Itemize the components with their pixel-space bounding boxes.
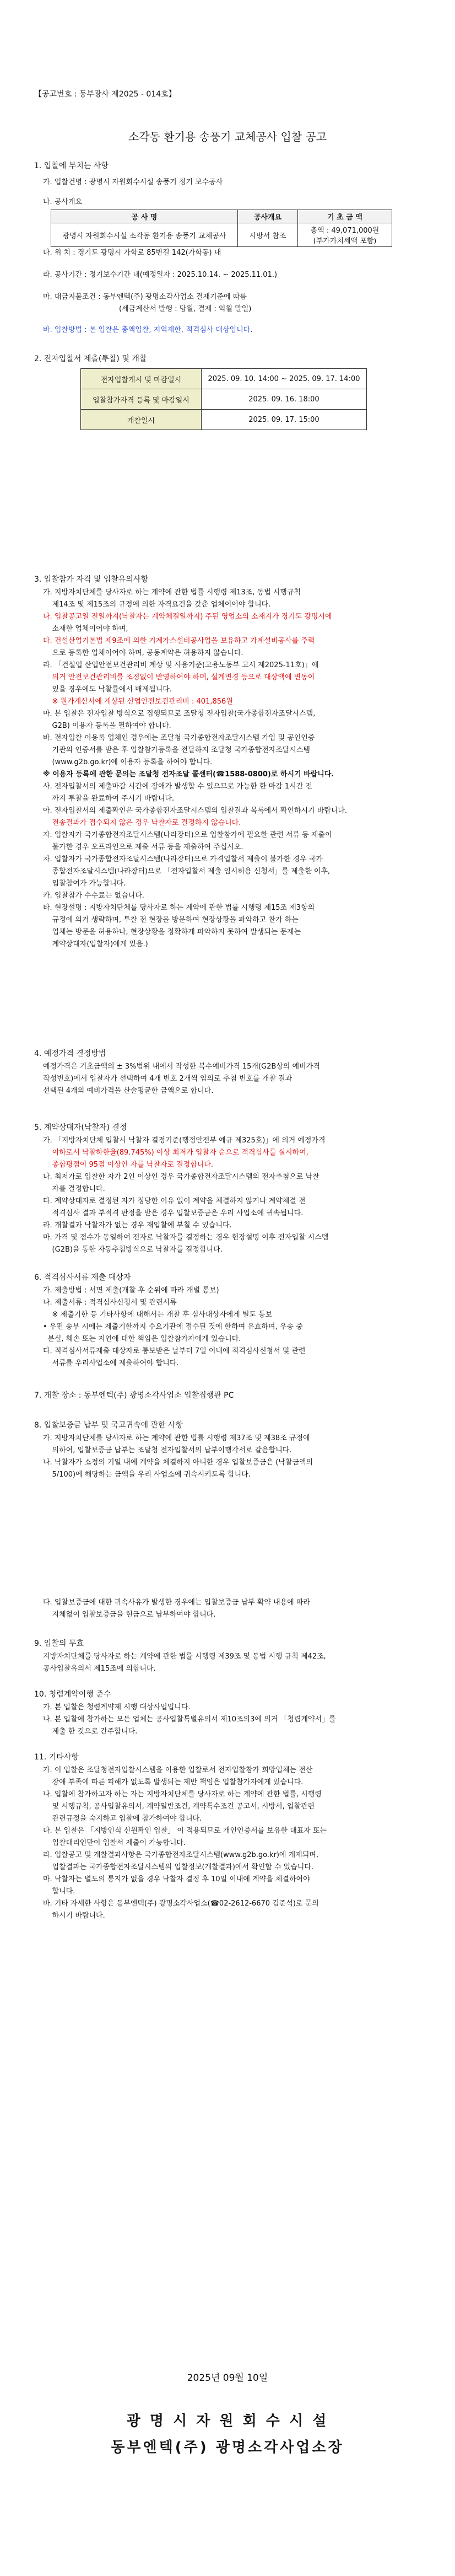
base-amount-vat-note: (부가가치세액 포함): [313, 237, 377, 245]
notice-number: 【공고번호 : 동부광사 제2025 - 014호】: [34, 90, 176, 99]
list-line: 입찰참여가 가능합니다.: [43, 879, 126, 888]
list-line: 나. 제출서류 : 적격심사신청서 및 관련서류: [43, 1298, 177, 1307]
schedule-value-opening: 2025. 09. 17. 15:00: [202, 410, 367, 430]
notice-date: 2025년 09월 10일: [187, 2373, 268, 2384]
list-line: 소재한 업체이어야 하며,: [43, 625, 128, 633]
list-line: (www.g2b.go.kr)에 이용자 등록을 하여야 합니다.: [43, 758, 213, 766]
list-line: 마. 가격 및 점수가 동일하여 전자로 낙찰자를 결정하는 경우 현장설명 이후 전자입찰 시스템: [43, 1233, 329, 1242]
schedule-table: [80, 368, 367, 430]
list-line: 종합평점이 95점 이상인 자를 낙찰자로 결정합니다.: [43, 1161, 214, 1169]
section-11-list: [43, 1764, 429, 1922]
list-line: ※ 제출기한 등 기타사항에 대해서는 개찰 후 심사대상자에게 별도 통보: [43, 1311, 273, 1319]
list-line: 종합전자조달시스템(나라장터)으로 「전자입찰서 제출 임시허용 신청서」를 제출한 이후,: [43, 867, 331, 876]
list-line: 라. 개찰결과 낙찰자가 없는 경우 재입찰에 부칠 수 있습니다.: [43, 1221, 232, 1230]
list-line: 선택된 4개의 예비가격을 산술평균한 금액으로 합니다.: [43, 1087, 214, 1095]
section-3-heading: 3. 입찰참가 자격 및 입찰유의사항: [34, 575, 148, 584]
bid-method: 바. 입찰방법 : 본 입찰은 총액입찰, 지역제한, 적격심사 대상입니다.: [43, 326, 253, 334]
list-line: 제14조 및 제15조의 규정에 의한 자격요건을 갖춘 업체이어야 합니다.: [43, 600, 271, 609]
header-work-summary: 공사개요: [238, 210, 298, 223]
bid-name: 가. 입찰건명 : 광명시 자원회수시설 송풍기 정기 보수공사: [43, 178, 223, 186]
list-line: 바. 전자입찰 이용록 업체인 경우에는 조달청 국가종합전자조달시스템 가입 및 공인인증: [43, 734, 315, 742]
list-line: 가. 「지방자치단체 입찰시 낙찰자 결정기준(행정안전부 예규 제325호)」에 의거 예정가격: [43, 1136, 326, 1145]
list-line: 분실, 훼손 또는 지연에 대한 책임은 입찰참가자에게 있습니다.: [43, 1335, 241, 1343]
schedule-value-registration: 2025. 09. 16. 18:00: [202, 389, 367, 410]
list-line: G2B) 이용자 등록을 필하여야 합니다.: [43, 722, 171, 730]
list-line: ※ 이용자 등록에 관한 문의는 조달청 전자조달 콜센터(☎1588-0800)로 하시기 바랍니다.: [43, 770, 334, 779]
list-line: 예정가격은 기초금액의 ± 3%범위 내에서 작성한 복수예비가격 15개(G2B상의 예비가격: [43, 1062, 320, 1071]
list-line: 지방자치단체를 당사자로 하는 계약에 관한 법률 시행령 제39조 및 동법 시행 규칙 제42조,: [43, 1652, 326, 1661]
list-line: 제출 한 것으로 간주합니다.: [43, 1727, 138, 1736]
section-1-heading: 1. 입찰에 부치는 사항: [34, 162, 109, 170]
location: 다. 위 치 : 경기도 광명시 가학로 85번길 142(가학동) 내: [43, 249, 221, 257]
list-line: 마. 본 입찰은 전자입찰 방식으로 집행되므로 조달청 전자입찰(국가종합전자조달시스템,: [43, 710, 316, 718]
list-line: 으로 등록한 업체이어야 하며, 공동계약은 허용하지 않습니다.: [43, 649, 243, 657]
list-line: 라. 「건설업 산업안전보건관리비 계상 및 사용기준(고용노동부 고시 제2025-11호)」에: [43, 661, 319, 669]
work-period: 라. 공사기간 : 정기보수기간 내(예정일자 : 2025.10.14. ~ 2025.11.01.): [43, 271, 278, 279]
list-line: 나. 낙찰자가 소정의 기일 내에 계약을 체결하지 아니한 경우 입찰보증금은 (낙찰금액의: [43, 1458, 313, 1467]
list-line: • 우편 송부 시에는 제출기한까지 수요기관에 접수된 것에 한하여 유효하며, 우송 중: [43, 1323, 303, 1331]
section-5-list: [43, 1135, 429, 1256]
list-line: 공사입찰유의서 제15조에 의합니다.: [43, 1665, 156, 1673]
schedule-label-open: 전자입찰개시 및 마감일시: [81, 369, 202, 389]
list-line: 불가한 경우 오프라인으로 제출 서류 등을 제출하여 주십시오.: [43, 843, 243, 851]
list-line: 나. 입찰공고일 전일까지(낙찰자는 계약체결일까지) 주된 영업소의 소재지가 경기도 광명시에: [43, 613, 332, 621]
base-amount-total: 총액 : 49,071,000원: [310, 227, 380, 235]
list-line: 입찰결과는 국가종합전자조달시스템의 입찰정보(개찰결과)에서 확인할 수 있습니다.: [43, 1863, 313, 1871]
work-overview-label: 나. 공사개요: [43, 198, 83, 206]
list-line: 하시기 바랍니다.: [43, 1912, 105, 1920]
list-line: 가. 제출방법 : 서면 제출(개찰 후 순위에 따라 개별 통보): [43, 1286, 219, 1295]
list-line: 자. 입찰자가 국가종합전자조달시스템(나라장터)으로 입찰참가에 필요한 관련 서류 등 제출이: [43, 831, 332, 839]
list-line: 계약상대자(입찰자)에게 있음.): [43, 940, 148, 948]
list-line: 합니다.: [43, 1887, 75, 1896]
list-line: 다. 본 입찰은 「지방인식 신원확인 입찰」 이 적용되므로 개인인증서를 보유한 대표자 또는: [43, 1827, 327, 1835]
section-2-heading: 2. 전자입찰서 제출(투찰) 및 개찰: [34, 355, 147, 363]
list-line: 의하여, 입찰보증금 납부는 조달청 전자입찰서의 납부이행각서로 갈음합니다.: [43, 1446, 292, 1455]
section-9-list: [43, 1651, 429, 1675]
cell-base-amount: [298, 223, 392, 247]
payment-terms-note: (세금계산서 발행 : 당월, 결제 : 익월 말일): [119, 305, 252, 313]
section-4-list: [43, 1061, 429, 1097]
list-line: 규정에 의거 생략하며, 투찰 전 현장을 방문하여 현장상황을 파악하고 찬가 하는: [43, 916, 299, 924]
section-6-list: [43, 1285, 429, 1370]
list-line: 다. 계약상대자로 결정된 자가 정당한 이유 없이 계약을 체결하지 않거나 계약체결 전: [43, 1197, 306, 1205]
list-line: 다. 건설산업기본법 제9조에 의한 기계가스설비공사업을 보유하고 가계설비공사를 주력: [43, 637, 315, 645]
list-line: 업체는 방문을 허용하나, 현장상황을 정확하게 파악하지 못하여 발생되는 문제는: [43, 928, 301, 936]
section-9-heading: 9. 입찰의 무효: [34, 1639, 84, 1648]
section-4-heading: 4. 예정가격 결정방법: [34, 1049, 106, 1058]
section-5-heading: 5. 계약상대자(낙찰자) 결정: [34, 1123, 127, 1132]
section-6-heading: 6. 적격심사서류 제출 대상자: [34, 1273, 131, 1282]
list-line: ※ 원가계산서에 계상된 산업안전보건관리비 : 401,856원: [43, 697, 233, 706]
list-line: 카. 입찰참가 수수료는 없습니다.: [43, 892, 144, 900]
list-line: 가. 지방자치단체를 당사자로 하는 계약에 관한 법률 시행령 제37조 및 제38조 규정에: [43, 1434, 310, 1442]
list-line: 서류를 우리사업소에 제출하여야 합니다.: [43, 1359, 179, 1367]
list-line: 전송결과가 접수되지 않은 경우 낙찰자로 결정하지 않습니다.: [43, 819, 241, 827]
list-line: 가. 지방자치단체를 당사자로 하는 계약에 관한 법률 시행령 제13조, 동법 시행규칙: [43, 588, 301, 597]
list-line: 기관의 인증서를 받은 후 입찰참가등록을 전달하지 조달청 국가종합전자조달시스템: [43, 746, 310, 754]
schedule-label-registration: 입찰참가자격 등록 및 마감일시: [81, 389, 202, 410]
list-line: 아. 전자입찰서의 제출확인은 국가종합전자조달시스템의 입찰결과 목록에서 확인하시기 바랍니다.: [43, 807, 348, 815]
list-line: 다. 적격심사서류제출 대상자로 통보받은 날부터 7일 이내에 적격심사신청서 및 관련: [43, 1347, 306, 1355]
section-8-list: [43, 1432, 429, 1481]
deposit-forfeit-note: 다. 입찰보증금에 대한 귀속사유가 발생한 경우에는 입찰보증금 납부 확약 내용에 따라 지체없이 입찰보증금을 현금으로 납부하여야 합니다.: [43, 1598, 310, 1619]
section-3-list: [43, 587, 429, 951]
list-line: 관련규정을 숙지하고 입찰에 참가하여야 합니다.: [43, 1815, 202, 1823]
list-line: 나. 본 입찰에 참가하는 모든 업체는 공사입찰특별유의서 제10조의3에 의거 「청렴계약서」를: [43, 1715, 336, 1724]
list-line: 사. 전자입찰서의 제출마감 시간에 장애가 발생할 수 있으므로 가능한 한 마감 1시간 전: [43, 782, 312, 791]
section-8-heading: 8. 입찰보증금 납부 및 국고귀속에 관한 사항: [34, 1421, 183, 1430]
list-line: 의거 안전보건관리비를 조정없이 반영하여야 하며, 설계변경 등으로 대상액에 변동이: [43, 673, 315, 681]
list-line: 타. 현장설명 : 지방자치단체를 당사자로 하는 계약에 관한 법률 시행령 제15조 제3항의: [43, 904, 315, 912]
list-line: 마. 낙찰자는 별도의 통지가 없을 경우 낙찰자 결정 후 10일 이내에 계약을 체결하여야: [43, 1875, 310, 1883]
list-line: 차. 입찰자가 국가종합전자조달시스템(나라장터)으로 가격입찰서 제출이 불가한 경우 국가: [43, 855, 323, 863]
issuer-facility: 광 명 시 자 원 회 수 시 설: [126, 2413, 329, 2429]
section-11-heading: 11. 기타사항: [34, 1753, 79, 1762]
schedule-label-opening: 개찰일시: [81, 410, 202, 430]
list-line: 입찰대리인만이 입찰서 제출이 가능합니다.: [43, 1839, 186, 1847]
list-line: 라. 입찰공고 및 개찰결과사항은 국가종합전자조달시스템(www.g2b.go.kr)에 게재되며,: [43, 1851, 318, 1859]
list-line: 가. 본 입찰은 청렴계약제 시행 대상사업입니다.: [43, 1703, 191, 1711]
page-title: 소각동 환기용 송풍기 교체공사 입찰 공고: [128, 130, 327, 143]
issuer-name: 동부엔텍(주) 광명소각사업소장: [111, 2439, 344, 2456]
list-line: (G2B)을 통한 자동추첨방식으로 낙찰자를 결정합니다.: [43, 1246, 223, 1254]
list-line: 있을 경우에도 낙찰률에서 배제됩니다.: [43, 685, 172, 694]
list-line: 장애 부족에 따른 피해가 없도록 발생되는 제반 책임은 입찰참가자에게 있습니다.: [43, 1778, 304, 1786]
section-7-heading: 7. 개찰 장소 : 동부엔텍(주) 광명소각사업소 입찰집행관 PC: [34, 1391, 234, 1400]
cell-work-name: 광명시 자원회수시설 소각동 환기용 송풍기 교체공사: [51, 223, 238, 247]
list-line: 작성번호)에서 입찰자가 선택하여 4개 번호 2개씩 임의로 추첨 번호를 개찰 결과: [43, 1075, 292, 1083]
list-line: 5/100)에 해당하는 금액을 우리 사업소에 귀속시키도록 합니다.: [43, 1471, 251, 1479]
header-work-name: 공 사 명: [51, 210, 238, 223]
list-line: 적격심사 결과 부적격 판정을 받은 경우 입찰보증금은 우리 사업소에 귀속됩니다.: [43, 1209, 304, 1217]
section-10-heading: 10. 청렴계약이행 준수: [34, 1690, 111, 1699]
schedule-value-open: 2025. 09. 10. 14:00 ~ 2025. 09. 17. 14:00: [202, 369, 367, 389]
list-line: 나. 입찰에 참가하고자 하는 자는 지방자치단체를 당사자로 하는 계약에 관한 법률, 시행령: [43, 1790, 322, 1799]
list-line: 및 시행규칙, 공사입찰유의서, 계약일반조건, 계약특수조건 공고서, 시방서, 입찰관련: [43, 1802, 315, 1811]
list-line: 자를 결정합니다.: [43, 1185, 105, 1193]
payment-terms: 마. 대금지불조건 : 동부엔텍(주) 광명소각사업소 결재기준에 따름: [43, 293, 247, 301]
header-base-amount: 기 초 금 액: [298, 210, 392, 223]
list-line: 이하로서 낙찰하한율(89.745%) 이상 최저가 입찰자 순으로 적격심사를 실시하여,: [43, 1149, 308, 1157]
list-line: 바. 기타 자세한 사항은 동부엔텍(주) 광명소각사업소(☎02-2612-6670 김준석)로 문의: [43, 1899, 319, 1908]
section-10-list: [43, 1702, 429, 1738]
cell-work-summary: 시방서 참조: [238, 223, 298, 247]
list-line: 나. 최저가로 입찰한 자가 2인 이상인 경우 국가종합전자조달시스템의 전자추첨으로 낙찰: [43, 1173, 319, 1181]
list-line: 가. 이 입찰은 조달청전자입찰시스템을 이용한 입찰로서 전자입찰참가 희망업체는 전산: [43, 1766, 313, 1774]
list-line: 까지 투찰을 완료하여 주시기 바랍니다.: [43, 795, 175, 803]
work-overview-table: [51, 210, 392, 247]
